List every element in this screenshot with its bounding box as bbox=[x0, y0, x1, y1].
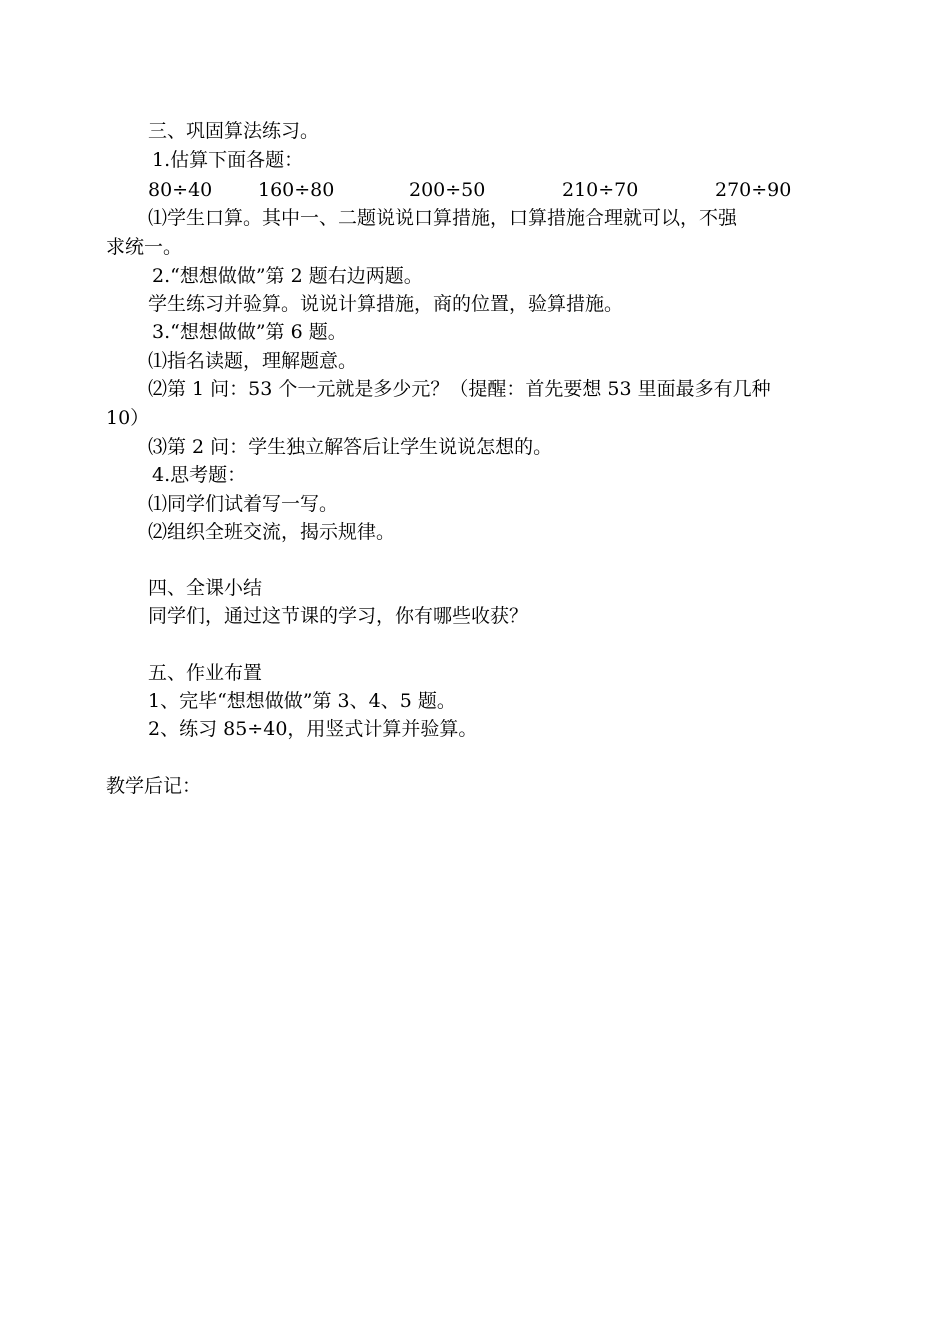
expression-2: 160÷80 bbox=[258, 179, 335, 201]
item3-step1: ⑴指名读题，理解题意。 bbox=[148, 350, 358, 372]
section5-task1: 1、完毕“想想做做”第 3、4、5 题。 bbox=[148, 690, 456, 712]
section5-task2: 2、练习 85÷40，用竖式计算并验算。 bbox=[148, 718, 478, 740]
item3-title: 3.“想想做做”第 6 题。 bbox=[152, 321, 347, 343]
section4-text: 同学们，通过这节课的学习，你有哪些收获？ bbox=[148, 605, 529, 627]
item3-step2-line2: 10） bbox=[106, 407, 150, 429]
item4-step2: ⑵组织全班交流，揭示规律。 bbox=[148, 521, 396, 543]
item4-step1: ⑴同学们试着写一写。 bbox=[148, 493, 339, 515]
item3-step2-line1: ⑵第 1 问：53 个一元就是多少元？（提醒：首先要想 53 里面最多有几种 bbox=[148, 378, 771, 400]
expression-4: 210÷70 bbox=[562, 179, 639, 201]
expression-1: 80÷40 bbox=[148, 179, 213, 201]
expression-3: 200÷50 bbox=[409, 179, 486, 201]
section5-heading: 五、作业布置 bbox=[148, 662, 263, 684]
section4-heading: 四、全课小结 bbox=[148, 577, 263, 599]
item3-step3: ⑶第 2 问：学生独立解答后让学生说说怎想的。 bbox=[148, 436, 553, 458]
item1-note-line1: ⑴学生口算。其中一、二题说说口算措施，口算措施合理就可以，不强 bbox=[148, 207, 738, 229]
postscript-label: 教学后记： bbox=[106, 775, 202, 797]
item2-title: 2.“想想做做”第 2 题右边两题。 bbox=[152, 265, 423, 287]
item1-title: 1.估算下面各题： bbox=[152, 149, 304, 171]
item4-title: 4.思考题： bbox=[152, 464, 247, 486]
expression-5: 270÷90 bbox=[715, 179, 792, 201]
item2-note: 学生练习并验算。说说计算措施，商的位置，验算措施。 bbox=[148, 293, 624, 315]
item1-note-line2: 求统一。 bbox=[106, 236, 183, 258]
section3-heading: 三、巩固算法练习。 bbox=[148, 120, 320, 142]
